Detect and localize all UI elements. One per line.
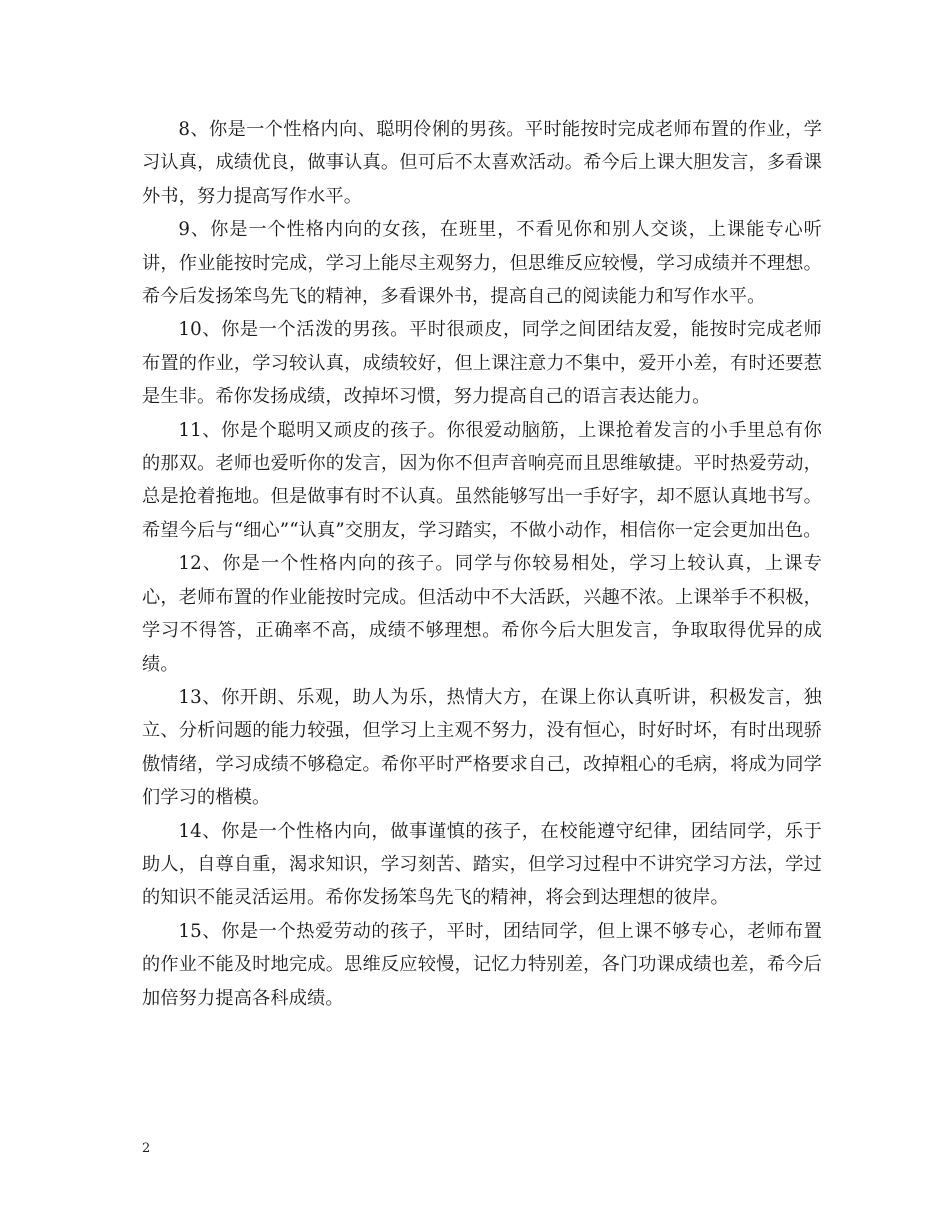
paragraph-15: 15、你是一个热爱劳动的孩子，平时，团结同学，但上课不够专心，老师布置的作业不能及时地完成。思维反应较慢，记忆力特别差，各门功课成绩也差，希今后加倍努力提高各科成绩。 bbox=[142, 920, 822, 1009]
paragraph-11: 11、你是个聪明又顽皮的孩子。你很爱动脑筋，上课抢着发言的小手里总有你的那双。老师也爱听你的发言，因为你不但声音响亮而且思维敏捷。平时热爱劳动，总是抢着拖地。但是做事有时不认真。虽然能够写出一手好字，却不愿认真地书写。希望今后与“细心”“认真”交朋友，学习踏实，不做小动作，相信你一定会更加出色。 bbox=[142, 419, 822, 541]
paragraph-14: 14、你是一个性格内向，做事谨慎的孩子，在校能遵守纪律，团结同学，乐于助人，自尊自重，渴求知识，学习刻苦、踏实，但学习过程中不讲究学习方法，学过的知识不能灵活运用。希你发扬笨鸟先飞的精神，将会到达理想的彼岸。 bbox=[142, 820, 822, 909]
paragraph-12: 12、你是一个性格内向的孩子。同学与你较易相处，学习上较认真，上课专心，老师布置的作业能按时完成。但活动中不大活跃，兴趣不浓。上课举手不积极，学习不得答，正确率不高，成绩不够理想。希你今后大胆发言，争取取得优异的成绩。 bbox=[142, 553, 822, 675]
paragraph-13: 13、你开朗、乐观，助人为乐，热情大方，在课上你认真听讲，积极发言，独立、分析问题的能力较强，但学习上主观不努力，没有恒心，时好时坏，有时出现骄傲情绪，学习成绩不够稳定。希你平时严格要求自己，改掉粗心的毛病，将成为同学们学习的楷模。 bbox=[142, 686, 822, 809]
paragraph-9: 9、你是一个性格内向的女孩，在班里，不看见你和别人交谈，上课能专心听讲，作业能按时完成，学习上能尽主观努力，但思维反应较慢，学习成绩并不理想。希今后发扬笨鸟先飞的精神，多看课外书，提高自己的阅读能力和写作水平。 bbox=[142, 219, 822, 308]
document-body bbox=[142, 113, 822, 1015]
page-number: 2 bbox=[142, 1141, 151, 1156]
paragraph-10: 10、你是一个活泼的男孩。平时很顽皮，同学之间团结友爱，能按时完成老师布置的作业，学习较认真，成绩较好，但上课注意力不集中，爱开小差，有时还要惹是生非。希你发扬成绩，改掉坏习惯，努力提高自己的语言表达能力。 bbox=[142, 319, 822, 408]
paragraph-8: 8、你是一个性格内向、聪明伶俐的男孩。平时能按时完成老师布置的作业，学习认真，成绩优良，做事认真。但可后不太喜欢活动。希今后上课大胆发言，多看课外书，努力提高写作水平。 bbox=[142, 119, 822, 207]
